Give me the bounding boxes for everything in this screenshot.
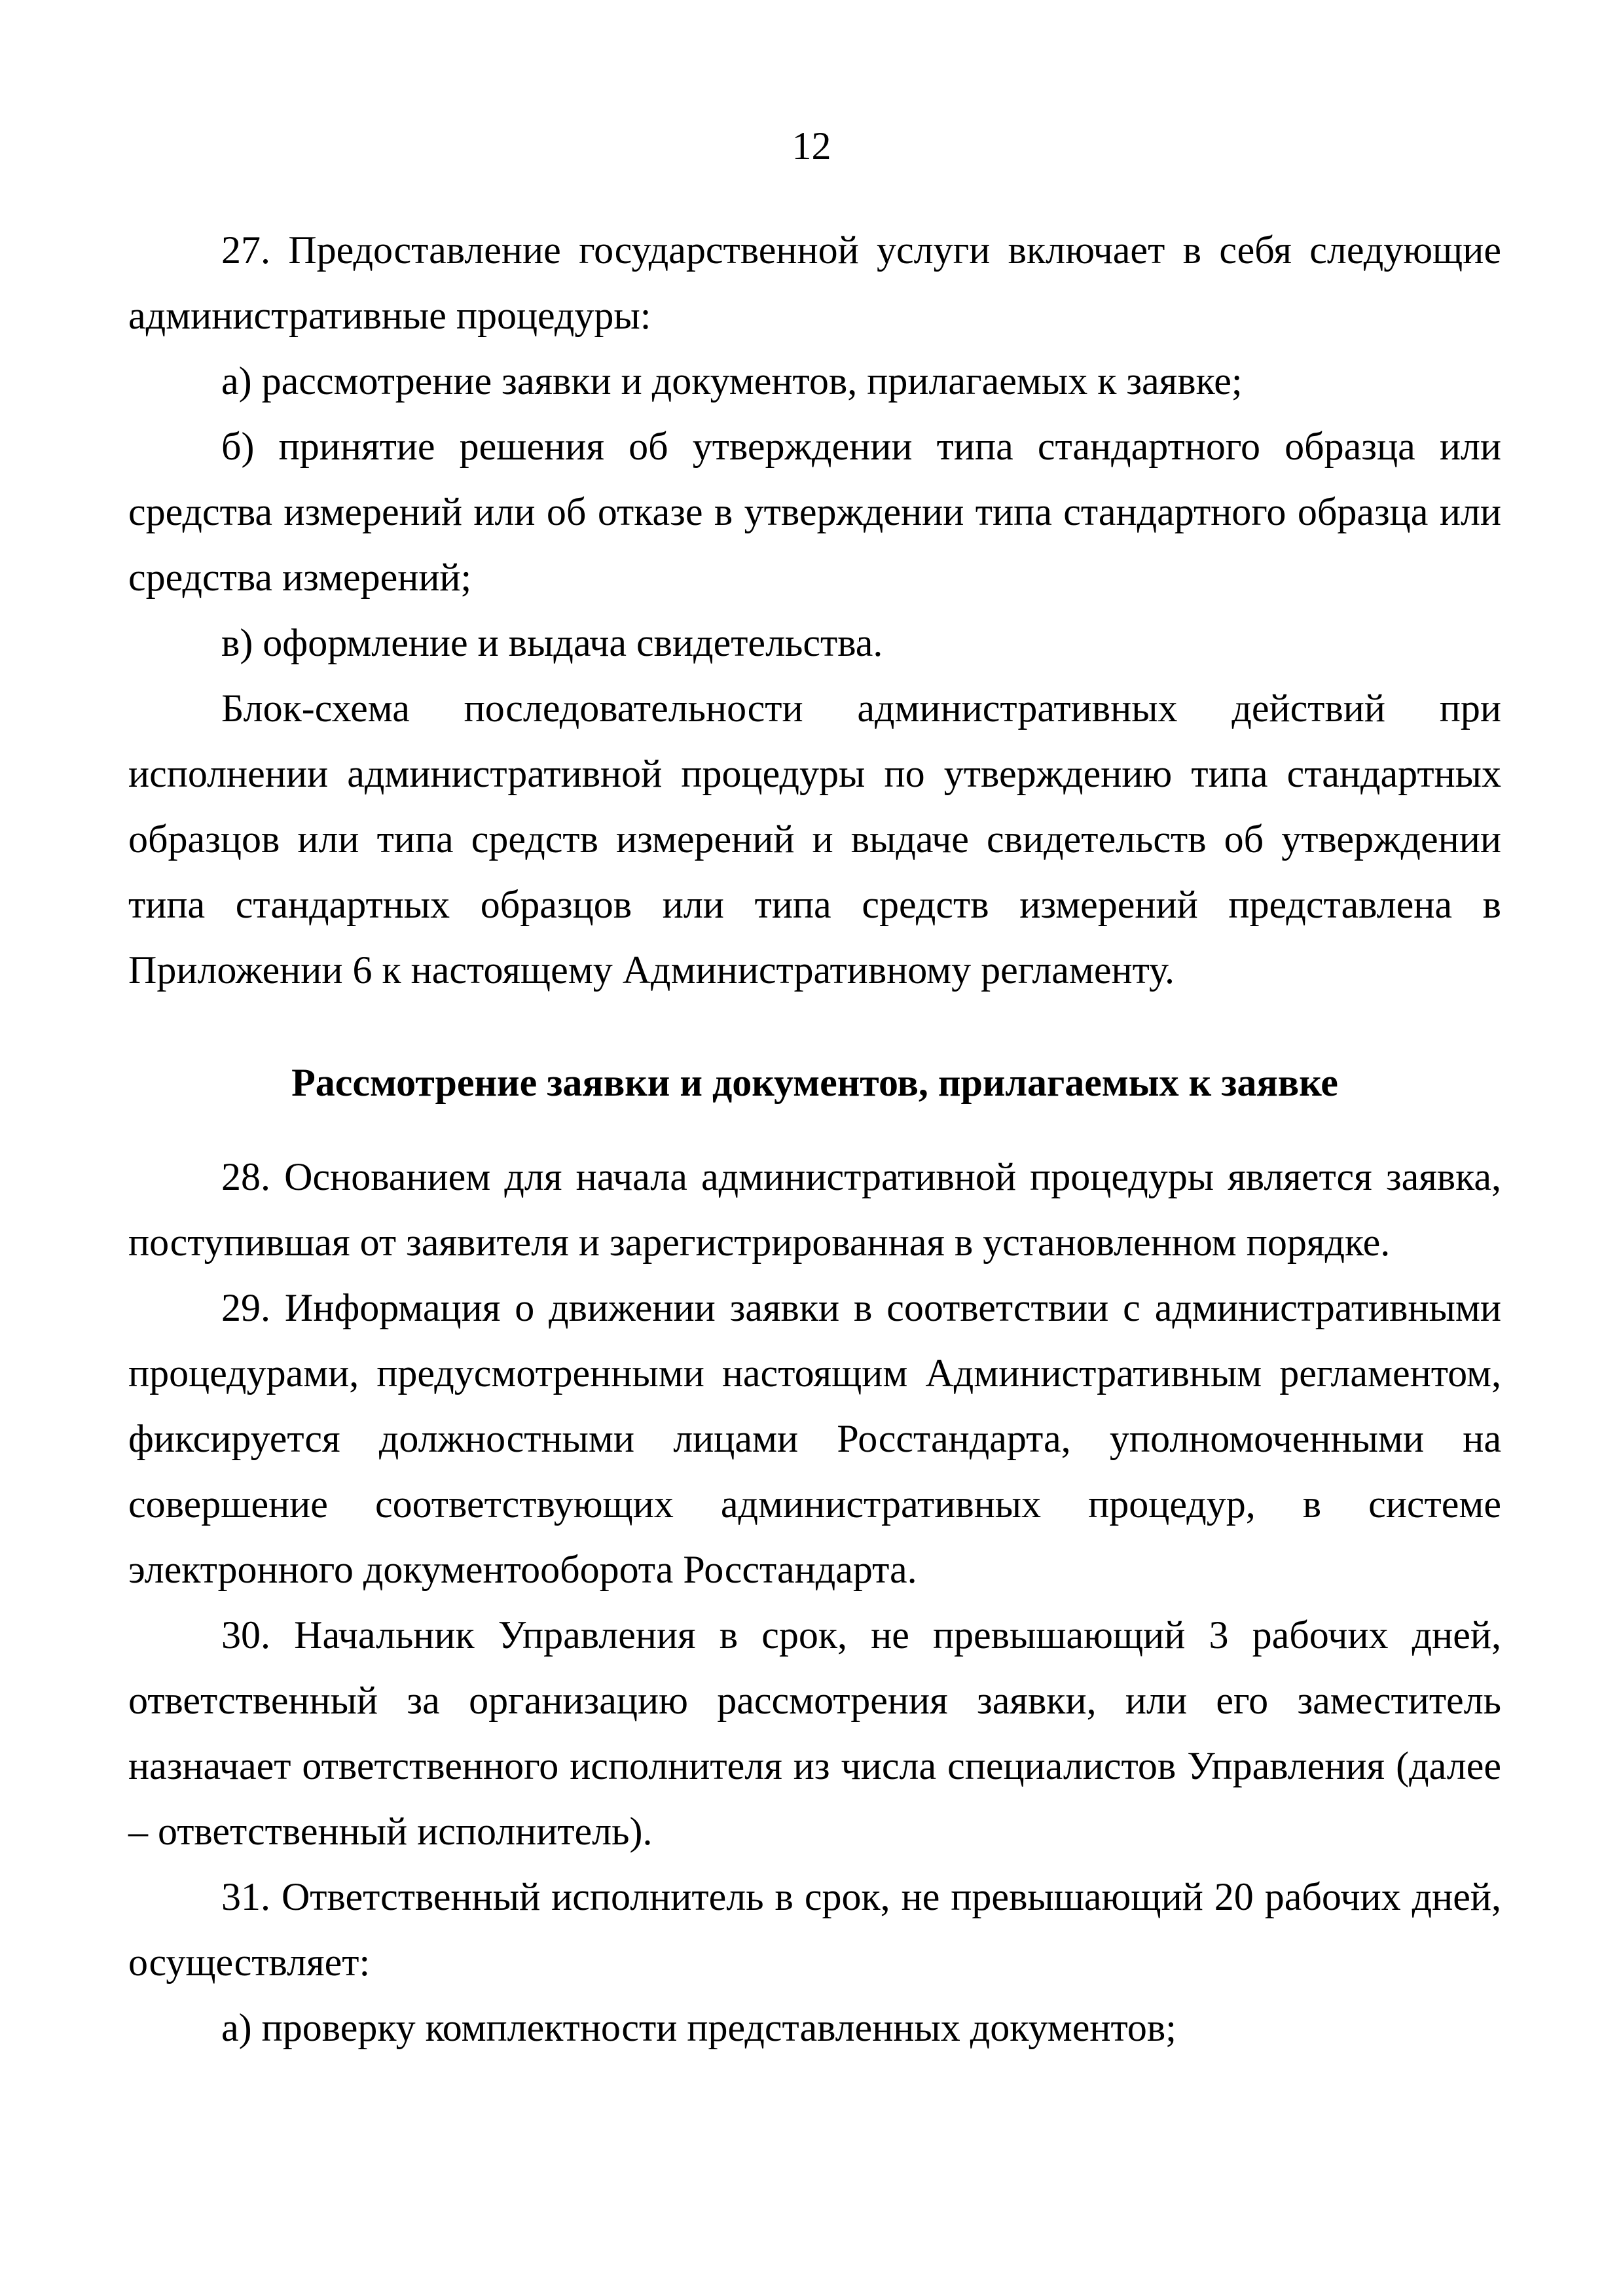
paragraph-27-item-c: в) оформление и выдача свидетельства. — [221, 621, 883, 664]
paragraph-27-item-a: а) рассмотрение заявки и документов, прилагаемых к заявке; — [221, 359, 1243, 403]
paragraph-29: 29. Информация о движении заявки в соответствии с административными процедурами, предусмотренными настоящим Административным регламентом, фиксируется должностными лицами Росстандарта, уполномоченными на совершение соответствующих административных процедур, в системе электронного документооборота Росстандарта. — [128, 1286, 1501, 1591]
section-heading: Рассмотрение заявки и документов, прилагаемых к заявке — [291, 1061, 1338, 1104]
paragraph-27: 27. Предоставление государственной услуги включает в себя следующие административные процедуры: — [128, 228, 1501, 337]
paragraph-31-item-a: а) проверку комплектности представленных документов; — [221, 2006, 1176, 2049]
paragraph-28: 28. Основанием для начала административной процедуры является заявка, поступившая от заявителя и зарегистрированная в установленном порядке. — [128, 1155, 1501, 1264]
flowchart-reference-paragraph: Блок-схема последовательности административных действий при исполнении административной процедуры по утверждению типа стандартных образцов или типа средств измерений и выдаче свидетельств об утверждении типа стандартных образцов или типа средств измерений представлена в Приложении 6 к настоящему Административному регламенту. — [128, 687, 1501, 992]
paragraph-31: 31. Ответственный исполнитель в срок, не превышающий 20 рабочих дней, осуществляет: — [128, 1875, 1501, 1984]
paragraph-27-item-b: б) принятие решения об утверждении типа стандартного образца или средства измерений или об отказе в утверждении типа стандартного образца или средства измерений; — [128, 425, 1501, 599]
document-body — [128, 217, 1501, 2060]
page-number: 12 — [792, 124, 831, 168]
paragraph-30: 30. Начальник Управления в срок, не превышающий 3 рабочих дней, ответственный за организацию рассмотрения заявки, или его заместитель назначает ответственного исполнителя из числа специалистов Управления (далее – ответственный исполнитель). — [128, 1613, 1501, 1853]
